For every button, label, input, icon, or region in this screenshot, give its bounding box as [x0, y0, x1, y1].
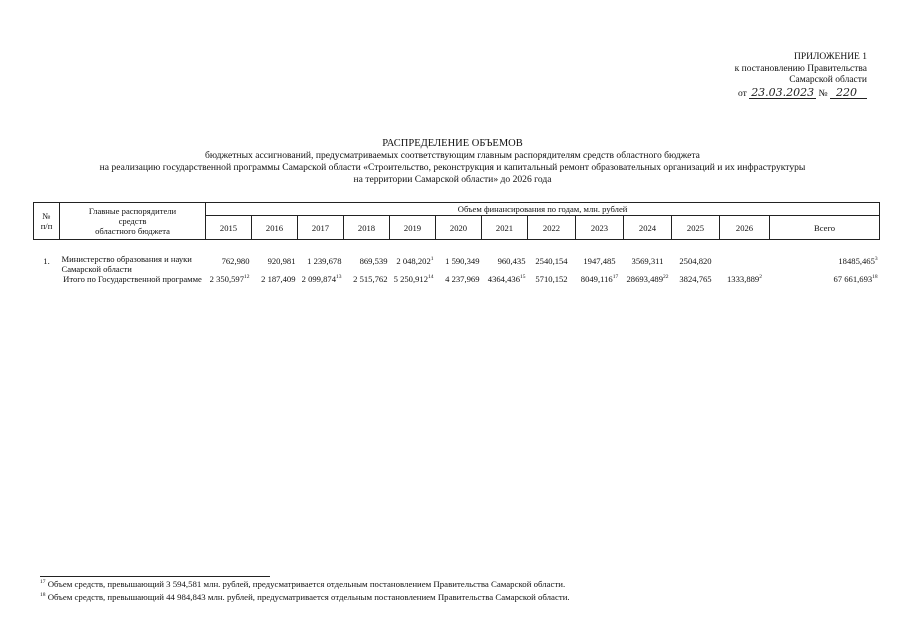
header-year: 2015: [206, 216, 252, 240]
header-year: 2019: [390, 216, 436, 240]
table-body: [34, 240, 880, 298]
header-year: 2017: [298, 216, 344, 240]
row-name: Министерство образования и науки Самарской области: [61, 253, 192, 274]
value-cell: 2 187,409: [261, 273, 296, 284]
value-cell: 2 048,202$^1$: [396, 255, 434, 266]
value-cell: 2 099,874$^{13}$: [301, 273, 342, 284]
header-year: 2023: [576, 216, 624, 240]
value-cell: 960,435: [497, 255, 526, 266]
value-cell: 28693,489$^{22}$: [626, 273, 669, 284]
table-row: [34, 274, 880, 298]
appendix-block: [667, 52, 867, 100]
value-cell: 1 239,678: [307, 255, 342, 266]
value-cell: 5 250,912$^{14}$: [393, 273, 434, 284]
row-name: Итого по Государственной программе: [63, 273, 202, 284]
header-year: 2020: [436, 216, 482, 240]
footnote-18: $^{18}$ Объем средств, превышающий 44 984,843 млн. рублей, предусматривается отдельным постановлением Правительства Самарской области.: [40, 592, 570, 602]
footnote-separator: [40, 576, 270, 577]
header-funding-group: Объем финансирования по годам, млн. рублей: [206, 203, 880, 216]
funding-table: [33, 202, 880, 298]
title-line-4: на территории Самарской области» до 2026 года: [353, 174, 552, 185]
appendix-decree-line: к постановлению Правительства: [734, 63, 867, 74]
value-cell: 2 350,597$^{12}$: [209, 273, 250, 284]
value-cell: 4364,436$^{15}$: [487, 273, 526, 284]
number-prefix: №: [818, 88, 828, 99]
header-year: 2022: [528, 216, 576, 240]
table-row: [34, 240, 880, 274]
header-year: 2018: [344, 216, 390, 240]
value-cell: 67 661,693$^{18}$: [833, 273, 878, 284]
handwritten-date: 23.03.2023: [751, 85, 815, 99]
value-cell: 3824,765: [679, 273, 712, 284]
value-cell: 920,981: [267, 255, 296, 266]
header-year: 2021: [482, 216, 528, 240]
value-cell: [720, 240, 770, 274]
value-cell: 1 590,349: [445, 255, 480, 266]
value-cell: 2 515,762: [353, 273, 388, 284]
header-number: № п/п: [34, 203, 60, 240]
value-cell: 1947,485: [583, 255, 616, 266]
header-total: Всего: [770, 216, 880, 240]
document-title: [40, 138, 865, 186]
value-cell: 4 237,969: [445, 273, 480, 284]
appendix-region-line: Самарской области: [789, 75, 867, 85]
row-number: 1.: [43, 255, 50, 266]
title-line-3: на реализацию государственной программы Самарской области «Строительство, реконструкция и капитальный ремонт образовательных организаций и их инфраструктуры: [99, 162, 806, 173]
value-cell: 18485,465$^3$: [838, 255, 878, 266]
handwritten-number: 220: [830, 87, 867, 99]
appendix-title: ПРИЛОЖЕНИЕ 1: [793, 52, 867, 62]
value-cell: 2504,820: [679, 255, 712, 266]
row-number: [34, 274, 60, 298]
title-line-2: бюджетных ассигнований, предусматриваемых соответствующим главным распорядителям средств областного бюджета: [205, 150, 700, 161]
value-cell: 5710,152: [535, 273, 568, 284]
date-prefix: от: [738, 88, 747, 99]
header-year: 2024: [624, 216, 672, 240]
header-year: 2016: [252, 216, 298, 240]
appendix-date-line: [667, 87, 867, 101]
value-cell: 869,539: [359, 255, 388, 266]
value-cell: 8049,116$^{17}$: [580, 273, 619, 284]
value-cell: 762,980: [221, 255, 250, 266]
header-year: 2026: [720, 216, 770, 240]
value-cell: 1333,889$^2$: [727, 273, 762, 284]
value-cell: 3569,311: [631, 255, 664, 266]
footnote-17: $^{17}$ Объем средств, превышающий 3 594,581 млн. рублей, предусматривается отдельным постановлением Правительства Самарской области.: [40, 579, 566, 589]
header-name: Главные распорядители средств областного бюджета: [60, 203, 206, 240]
value-cell: 2540,154: [535, 255, 568, 266]
header-year: 2025: [672, 216, 720, 240]
title-main: РАСПРЕДЕЛЕНИЕ ОБЪЕМОВ: [382, 138, 523, 149]
